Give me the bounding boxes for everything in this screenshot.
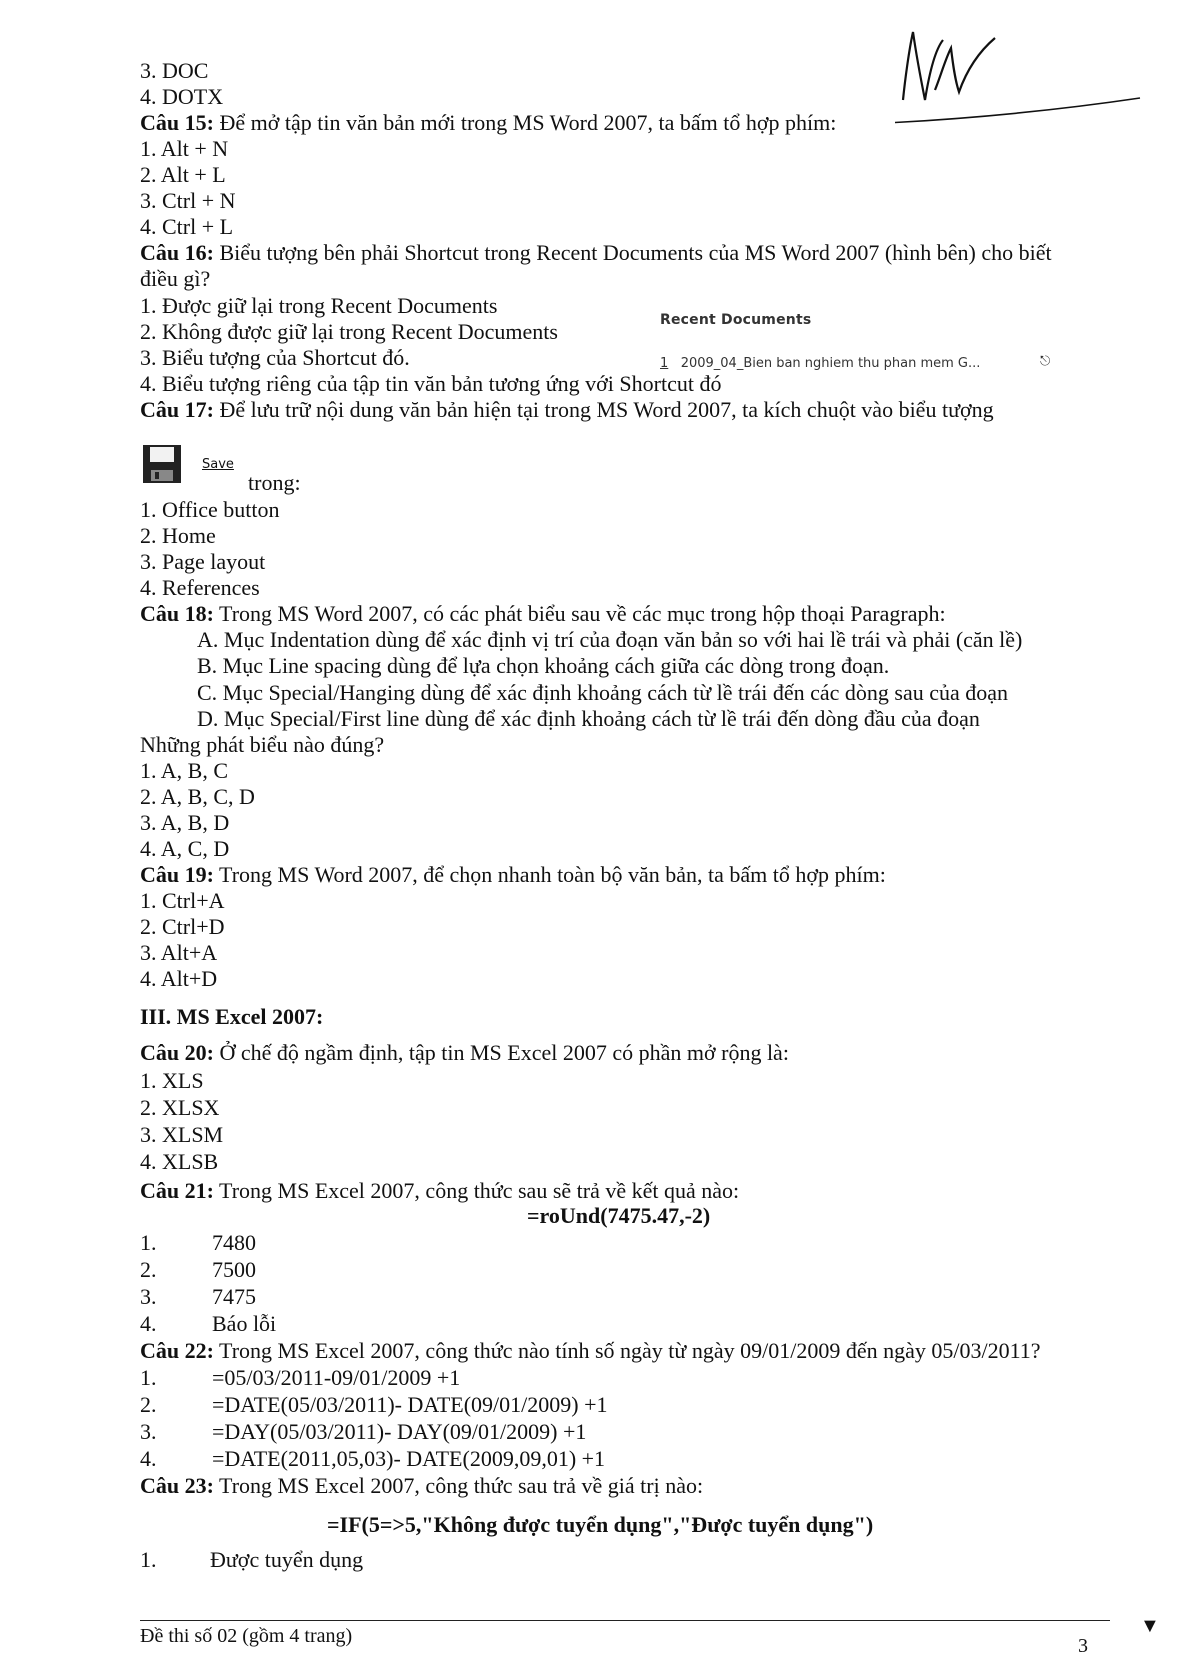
question-label: Câu 16: [140, 240, 214, 265]
option-number: 1. [140, 1230, 157, 1255]
option: 4. References [140, 575, 260, 600]
question-17 [140, 397, 994, 423]
statement-c: C. Mục Special/Hanging dùng để xác định khoảng cách từ lề trái đến các dòng sau của đoạn [197, 680, 1009, 705]
option: 2. Home [140, 523, 216, 548]
question-text: Trong MS Excel 2007, công thức sau trả về giá trị nào: [213, 1473, 704, 1498]
question-text: Trong MS Word 2007, có các phát biểu sau về các mục trong hộp thoại Paragraph: [213, 601, 946, 626]
question-text: Để mở tập tin văn bản mới trong MS Word 2007, ta bấm tổ hợp phím: [213, 110, 837, 135]
question-text: Trong MS Word 2007, để chọn nhanh toàn bộ văn bản, ta bấm tổ hợp phím: [213, 862, 886, 887]
question-label: Câu 21: [140, 1178, 214, 1203]
option: 1. XLS [140, 1068, 204, 1093]
option-number: 2. [140, 1392, 157, 1417]
option-value: 7500 [212, 1257, 256, 1282]
option-number: 4. [140, 1311, 157, 1336]
option-doc: 3. DOC [140, 58, 209, 83]
question-label: Câu 19: [140, 862, 214, 887]
option: 2. Không được giữ lại trong Recent Documents [140, 319, 558, 344]
option-number: 4. [140, 1446, 157, 1471]
question-19 [140, 862, 886, 888]
option-number: 3. [140, 1419, 157, 1444]
option: 3. Ctrl + N [140, 188, 236, 213]
option-value: =DATE(05/03/2011)- DATE(09/01/2009) +1 [212, 1392, 608, 1417]
question-21 [140, 1178, 739, 1204]
option: 1. Được giữ lại trong Recent Documents [140, 293, 498, 318]
recent-documents-header: Recent Documents [660, 312, 812, 328]
option: 2. Ctrl+D [140, 914, 225, 939]
option-number: 3. [140, 1284, 157, 1309]
option-value: 7475 [212, 1284, 256, 1309]
floppy-disk-icon [142, 444, 182, 484]
question-label: Câu 23: [140, 1473, 214, 1498]
option-value: =DATE(2011,05,03)- DATE(2009,09,01) +1 [212, 1446, 606, 1471]
option: 1. Alt + N [140, 136, 229, 161]
statement-b: B. Mục Line spacing dùng để lựa chọn khoảng cách giữa các dòng trong đoạn. [197, 653, 890, 678]
section-heading: III. MS Excel 2007: [140, 1004, 324, 1029]
option: 3. Biểu tượng của Shortcut đó. [140, 345, 410, 370]
option-value: 7480 [212, 1230, 256, 1255]
option-value: Báo lỗi [212, 1311, 277, 1336]
option: 2. XLSX [140, 1095, 220, 1120]
item-number: 1 [660, 356, 669, 371]
option: 4. Biểu tượng riêng của tập tin văn bản tương ứng với Shortcut đó [140, 371, 722, 396]
formula: =IF(5=>5,"Không được tuyển dụng","Được tuyển dụng") [327, 1512, 874, 1537]
question-text: Trong MS Excel 2007, công thức nào tính số ngày từ ngày 09/01/2009 đến ngày 05/03/2011? [213, 1338, 1041, 1363]
question-prompt: Những phát biểu nào đúng? [140, 732, 385, 757]
question-label: Câu 17: [140, 397, 214, 422]
option: 4. Ctrl + L [140, 214, 234, 239]
recent-documents-figure [660, 312, 1080, 371]
pin-icon: ⎋ [1040, 354, 1051, 369]
question-text-cont: trong: [248, 470, 301, 495]
option: 1. Ctrl+A [140, 888, 225, 913]
save-label: Save [202, 457, 234, 472]
statement-a: A. Mục Indentation dùng để xác định vị trí của đoạn văn bản so với hai lề trái và phải (căn lề) [197, 627, 1023, 652]
footer-text: Đề thi số 02 (gồm 4 trang) [140, 1625, 353, 1647]
option-number: 1. [140, 1365, 157, 1390]
question-18 [140, 601, 946, 627]
option: 2. Alt + L [140, 162, 226, 187]
handwritten-signature [895, 20, 1145, 130]
question-text: Biểu tượng bên phải Shortcut trong Recent Documents của MS Word 2007 (hình bên) cho biết [213, 240, 1052, 265]
scan-mark-icon: ▼ [1140, 1615, 1160, 1637]
question-15 [140, 110, 836, 136]
option: 2. A, B, C, D [140, 784, 255, 809]
option: 3. XLSM [140, 1122, 224, 1147]
option: 3. A, B, D [140, 810, 230, 835]
question-label: Câu 15: [140, 110, 214, 135]
question-16 [140, 240, 1052, 266]
page-number: 3 [1078, 1635, 1088, 1657]
question-22 [140, 1338, 1041, 1364]
footer-divider [140, 1620, 1110, 1621]
option-number: 2. [140, 1257, 157, 1282]
item-name: 2009_04_Bien ban nghiem thu phan mem G... [680, 356, 981, 371]
option: 4. A, C, D [140, 836, 230, 861]
option: 3. Page layout [140, 549, 266, 574]
option-value: =DAY(05/03/2011)- DAY(09/01/2009) +1 [212, 1419, 587, 1444]
option: 3. Alt+A [140, 940, 218, 965]
recent-document-item [660, 356, 980, 371]
question-23 [140, 1473, 703, 1499]
question-text: Trong MS Excel 2007, công thức sau sẽ trả về kết quả nào: [213, 1178, 740, 1203]
question-label: Câu 18: [140, 601, 214, 626]
option: 4. Alt+D [140, 966, 218, 991]
option-number: 1. [140, 1547, 157, 1572]
option: 4. XLSB [140, 1149, 219, 1174]
question-20 [140, 1040, 789, 1066]
option-value: =05/03/2011-09/01/2009 +1 [212, 1365, 461, 1390]
option-value: Được tuyển dụng [210, 1547, 364, 1572]
option: 1. Office button [140, 497, 280, 522]
question-text-cont: điều gì? [140, 266, 211, 291]
option-dotx: 4. DOTX [140, 84, 224, 109]
question-text: Để lưu trữ nội dung văn bản hiện tại trong MS Word 2007, ta kích chuột vào biểu tượng [213, 397, 994, 422]
statement-d: D. Mục Special/First line dùng để xác định khoảng cách từ lề trái đến dòng đầu của đoạn [197, 706, 980, 731]
question-label: Câu 20: [140, 1040, 214, 1065]
option: 1. A, B, C [140, 758, 229, 783]
formula: =roUnd(7475.47,-2) [527, 1203, 711, 1228]
question-label: Câu 22: [140, 1338, 214, 1363]
question-text: Ở chế độ ngầm định, tập tin MS Excel 2007 có phần mở rộng là: [213, 1040, 789, 1065]
